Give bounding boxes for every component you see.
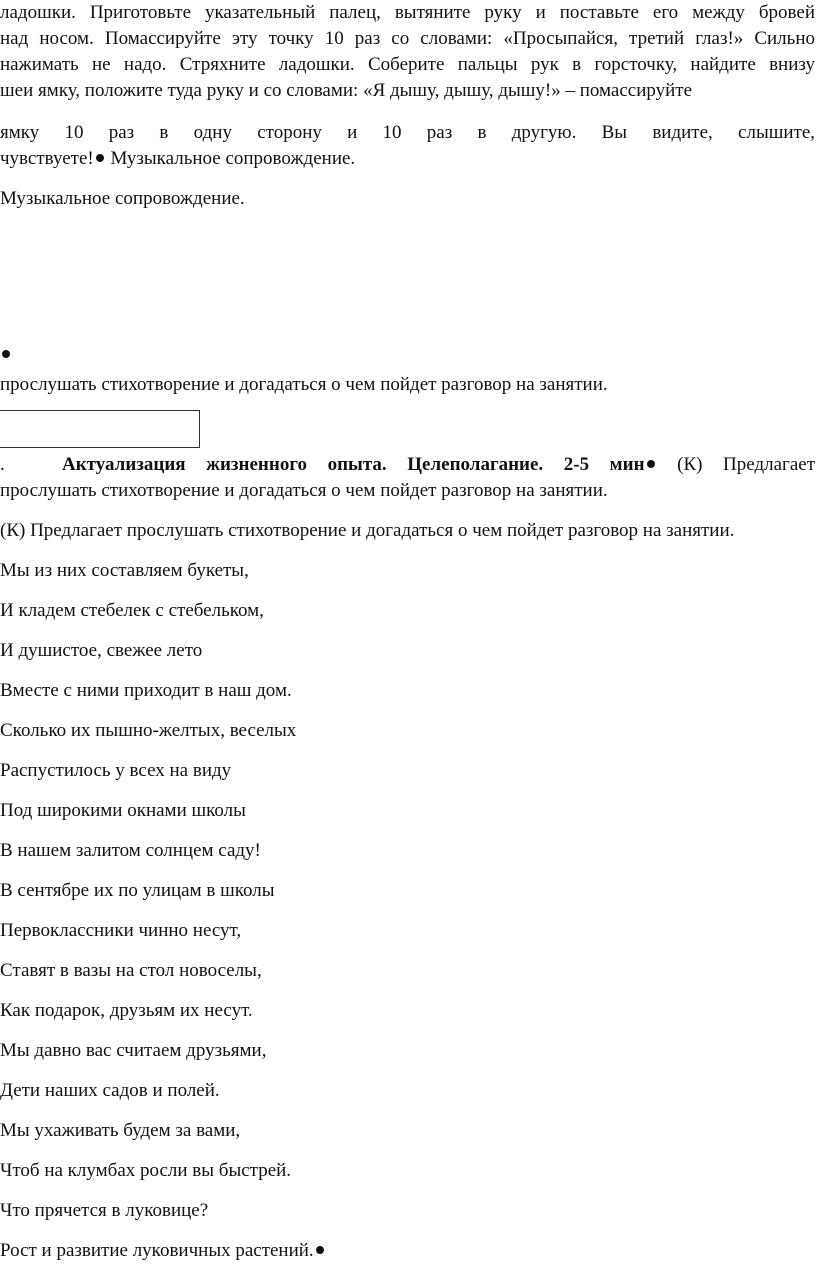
poem-line: Чтоб на клумбах росли вы быстрей. <box>0 1160 292 1181</box>
poem-line: И кладем стебелек с стебельком, <box>0 600 264 621</box>
paragraph-line: ямку 10 раз в одну сторону и 10 раз в другую. Вы видите, слышите, <box>0 122 815 143</box>
poem-line: Первоклассники чинно несут, <box>0 920 242 941</box>
section-heading <box>0 452 815 478</box>
paragraph-text: чувствуете! <box>0 148 94 169</box>
poem-line: Сколько их пышно-желтых, веселых <box>0 720 297 741</box>
poem-line: И душистое, свежее лето <box>0 640 203 661</box>
heading-line-2: прослушать стихотворение и догадаться о чем пойдет разговор на занятии. <box>0 480 608 501</box>
final-line-text: Рост и развитие луковичных растений. <box>0 1240 314 1261</box>
poem-line: Как подарок, друзьям их несут. <box>0 1000 253 1021</box>
poem-line: Ставят в вазы на стол новоселы, <box>0 960 262 981</box>
poem-line: Что прячется в луковице? <box>0 1200 209 1221</box>
bullet-icon <box>96 154 104 162</box>
paragraph-line: нажимать не надо. Стряхните ладошки. Соберите пальцы рук в горсточку, найдите внизу <box>0 54 815 75</box>
poem-line: Вместе с ними приходит в наш дом. <box>0 680 292 701</box>
poem-line: Мы из них составляем букеты, <box>0 560 249 581</box>
poem-line: Мы ухаживать будем за вами, <box>0 1120 241 1141</box>
instruction: (К) Предлагает прослушать стихотворение и догадаться о чем пойдет разговор на занятии. <box>0 520 735 541</box>
paragraph-text: Музыкальное сопровождение. <box>105 148 356 169</box>
bullet-icon <box>2 350 10 358</box>
paragraph-line: над носом. Помассируйте эту точку 10 раз со словами: «Просыпайся, третий глаз!» Сильно <box>0 28 815 49</box>
paragraph-line <box>0 146 815 172</box>
paragraph-line: шеи ямку, положите туда руку и со словами: «Я дышу, дышу, дышу!» – помассируйте <box>0 80 693 101</box>
poem-line: В нашем залитом солнцем саду! <box>0 840 261 861</box>
table-cell-frame <box>0 410 200 448</box>
poem-line: Мы давно вас считаем друзьями, <box>0 1040 267 1061</box>
poem-line: В сентябре их по улицам в школы <box>0 880 275 901</box>
poem-line: Дети наших садов и полей. <box>0 1080 220 1101</box>
paragraph-line: ладошки. Приготовьте указательный палец, вытяните руку и поставьте его между бровей <box>0 2 815 23</box>
poem-line: Под широкими окнами школы <box>0 800 246 821</box>
poem-line: Распустилось у всех на виду <box>0 760 232 781</box>
listen-line: прослушать стихотворение и догадаться о чем пойдет разговор на занятии. <box>0 374 608 395</box>
bullet-icon <box>647 460 655 468</box>
music-note: Музыкальное сопровождение. <box>0 188 245 209</box>
heading-lead: . <box>0 454 5 475</box>
heading-after: (К) Предлагает <box>656 454 815 475</box>
heading-title: Актуализация жизненного опыта. Целеполагание. 2-5 мин <box>62 454 645 475</box>
final-line <box>0 1238 326 1264</box>
bullet-icon <box>316 1246 324 1254</box>
